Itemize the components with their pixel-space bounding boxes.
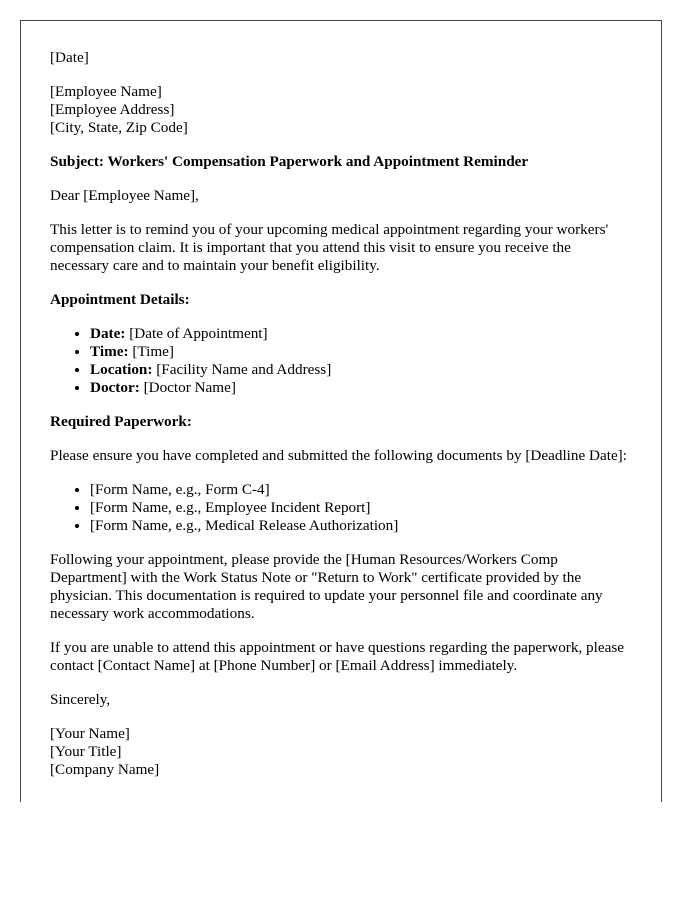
intro-paragraph: This letter is to remind you of your upcoming medical appointment regarding your workers' compensation claim. It is important that you attend this visit to ensure you receive the necessary care and to maintain your benefit eligibility. — [50, 221, 609, 274]
appointment-date-value: [Date of Appointment] — [125, 325, 268, 342]
paperwork-heading: Required Paperwork: — [50, 413, 192, 430]
recipient-block — [50, 83, 633, 137]
form-item: • [Form Name, e.g., Employee Incident Report] — [90, 499, 633, 517]
letter-body — [21, 21, 661, 779]
letter-date: [Date] — [50, 49, 89, 66]
letter-subject: Subject: Workers' Compensation Paperwork and Appointment Reminder — [50, 153, 529, 170]
appointment-time-value: [Time] — [128, 343, 174, 360]
appointment-date-label: Date: — [90, 325, 126, 342]
contact-paragraph: If you are unable to attend this appointment or have questions regarding the paperwork, please contact [Contact Name] at [Phone Number] or [Email Address] immediately. — [50, 639, 624, 674]
paperwork-intro: Please ensure you have completed and submitted the following documents by [Deadline Date]: — [50, 447, 627, 464]
appointment-doctor-value: [Doctor Name] — [139, 379, 236, 396]
followup-paragraph: Following your appointment, please provide the [Human Resources/Workers Comp Department] with the Work Status Note or "Return to Work" certificate provided by the physician. This documentation is required to update your personnel file and coordinate any necessary work accommodations. — [50, 551, 603, 622]
appointment-date-item — [90, 325, 633, 343]
appointment-location-item — [90, 361, 633, 379]
forms-list — [50, 481, 633, 535]
signature-title: [Your Title] — [50, 743, 122, 760]
appointment-doctor-item — [90, 379, 633, 397]
salutation: Dear [Employee Name], — [50, 187, 199, 204]
appointment-location-label: Location: — [90, 361, 153, 378]
letter-page — [20, 20, 662, 802]
appointment-time-label: Time: — [90, 343, 129, 360]
appointment-time-item — [90, 343, 633, 361]
closing: Sincerely, — [50, 691, 111, 708]
appointment-doctor-label: Doctor: — [90, 379, 140, 396]
signature-company: [Company Name] — [50, 761, 160, 778]
appointment-location-value: [Facility Name and Address] — [152, 361, 332, 378]
signature-block — [50, 725, 633, 779]
appointment-details-list — [50, 325, 633, 397]
appointment-heading: Appointment Details: — [50, 291, 190, 308]
recipient-name: [Employee Name] — [50, 83, 162, 100]
recipient-city-state-zip: [City, State, Zip Code] — [50, 119, 188, 136]
recipient-address: [Employee Address] — [50, 101, 175, 118]
form-item: • [Form Name, e.g., Medical Release Authorization] — [90, 517, 633, 535]
form-item: • [Form Name, e.g., Form C-4] — [90, 481, 633, 499]
signature-name: [Your Name] — [50, 725, 130, 742]
